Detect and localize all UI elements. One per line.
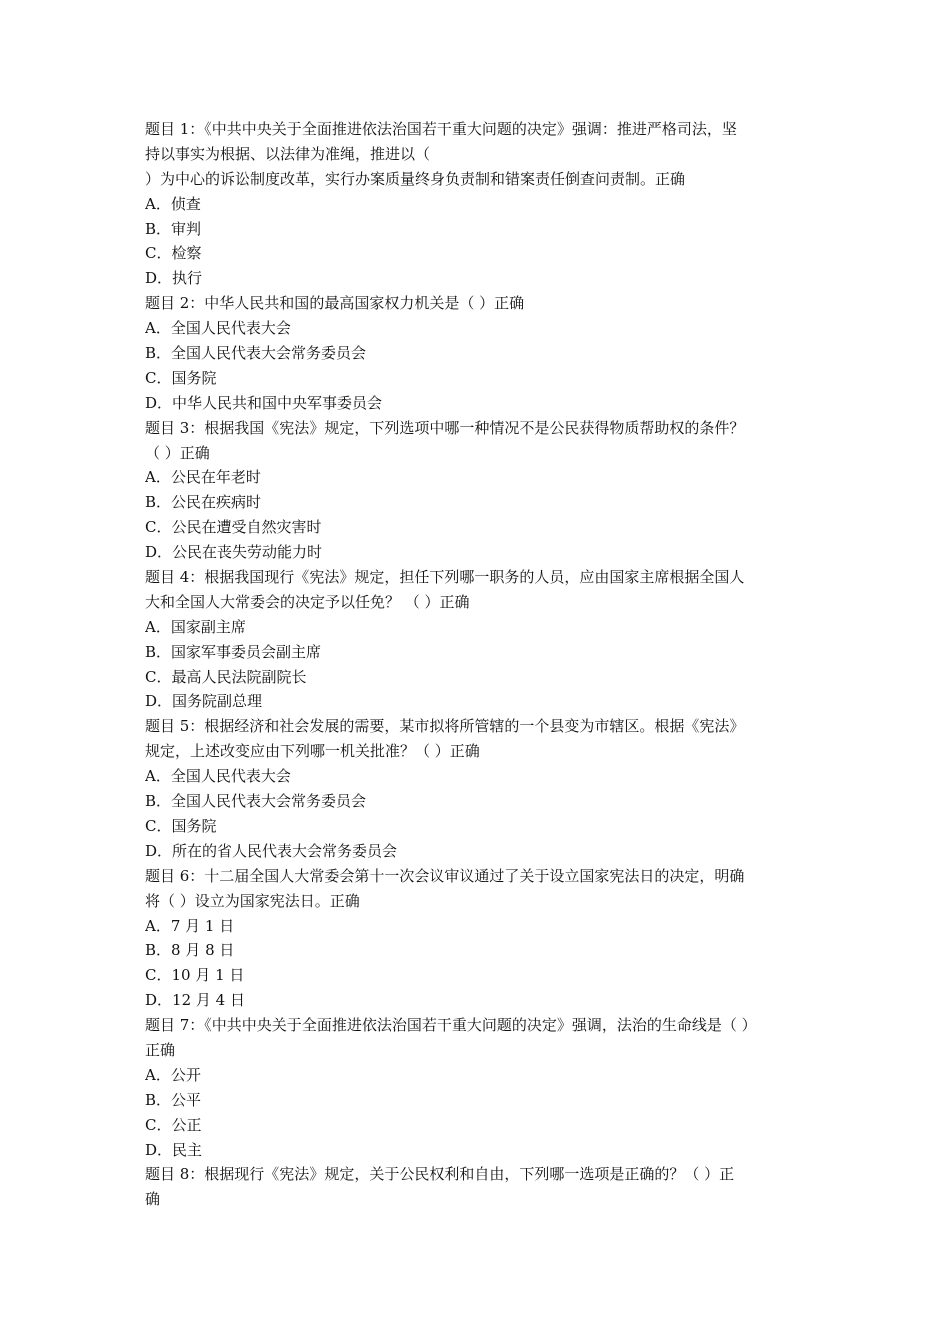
q3-option-d: D．公民在丧失劳动能力时 bbox=[145, 543, 323, 562]
q3-stem-line-1: 题目 3：根据我国《宪法》规定，下列选项中哪一种情况不是公民获得物质帮助权的条件？ bbox=[145, 418, 745, 437]
q6-stem-line-1: 题目 6：十二届全国人大常委会第十一次会议审议通过了关于设立国家宪法日的决定，明确 bbox=[145, 866, 745, 885]
q2-stem-line-1: 题目 2：中华人民共和国的最高国家权力机关是（ ）正确 bbox=[145, 294, 525, 313]
q1-stem-line-1: 题目 1：《中共中央关于全面推进依法治国若干重大问题的决定》强调：推进严格司法，坚 bbox=[145, 120, 737, 138]
q5-option-d: D．所在的省人民代表大会常务委员会 bbox=[145, 841, 398, 860]
q7-stem-line-1: 题目 7：《中共中央关于全面推进依法治国若干重大问题的决定》强调，法治的生命线是（ ） bbox=[145, 1016, 757, 1035]
q4-option-c: C．最高人民法院副院长 bbox=[145, 667, 307, 686]
q1-option-d: D．执行 bbox=[145, 269, 203, 288]
q4-stem-line-2: 大和全国人大常委会的决定予以任免？ （ ）正确 bbox=[145, 592, 470, 611]
q2-option-d: D．中华人民共和国中央军事委员会 bbox=[145, 393, 383, 412]
q6-option-c: C．10 月 1 日 bbox=[145, 966, 245, 985]
q5-stem-line-2: 规定，上述改变应由下列哪一机关批准？（ ）正确 bbox=[145, 742, 480, 761]
q1-stem-line-3: ）为中心的诉讼制度改革，实行办案质量终身负责制和错案责任倒查问责制。正确 bbox=[145, 169, 686, 188]
q6-option-a: A．7 月 1 日 bbox=[145, 916, 235, 935]
q4-option-a: A．国家副主席 bbox=[145, 617, 246, 636]
q8-stem-line-2: 确 bbox=[145, 1190, 161, 1209]
q1-option-b: B．审判 bbox=[145, 219, 202, 238]
q6-option-d: D．12 月 4 日 bbox=[145, 991, 245, 1010]
q7-option-d: D．民主 bbox=[145, 1140, 203, 1159]
q7-option-b: B．公平 bbox=[145, 1090, 202, 1109]
q6-option-b: B．8 月 8 日 bbox=[145, 941, 235, 960]
q3-option-c: C．公民在遭受自然灾害时 bbox=[145, 518, 322, 537]
q4-option-d: D．国务院副总理 bbox=[145, 692, 263, 711]
q5-option-a: A．全国人民代表大会 bbox=[145, 767, 291, 786]
q8-stem-line-1: 题目 8：根据现行《宪法》规定，关于公民权利和自由，下列哪一选项是正确的？（ ）正 bbox=[145, 1165, 735, 1184]
q2-option-a: A．全国人民代表大会 bbox=[145, 319, 291, 338]
q7-stem-line-2: 正确 bbox=[145, 1040, 176, 1059]
q4-stem-line-1: 题目 4：根据我国现行《宪法》规定，担任下列哪一职务的人员，应由国家主席根据全国人 bbox=[145, 568, 745, 587]
q4-option-b: B．国家军事委员会副主席 bbox=[145, 642, 322, 661]
q7-option-a: A．公开 bbox=[145, 1065, 201, 1084]
q7-option-c: C．公正 bbox=[145, 1115, 202, 1134]
q1-option-c: C．检察 bbox=[145, 244, 202, 263]
q1-option-a: A．侦查 bbox=[145, 194, 201, 213]
q3-option-a: A．公民在年老时 bbox=[145, 468, 261, 487]
q5-option-c: C．国务院 bbox=[145, 816, 217, 835]
q3-stem-line-2: （ ）正确 bbox=[145, 443, 210, 462]
q1-stem-line-2: 持以事实为根据、以法律为准绳，推进以（ bbox=[145, 144, 431, 163]
document-body bbox=[145, 117, 810, 1212]
q2-option-c: C．国务院 bbox=[145, 368, 217, 387]
q3-option-b: B．公民在疾病时 bbox=[145, 493, 262, 512]
q2-option-b: B．全国人民代表大会常务委员会 bbox=[145, 344, 367, 363]
q5-option-b: B．全国人民代表大会常务委员会 bbox=[145, 792, 367, 811]
q6-stem-line-2: 将（ ）设立为国家宪法日。正确 bbox=[145, 891, 360, 910]
q5-stem-line-1: 题目 5：根据经济和社会发展的需要，某市拟将所管辖的一个县变为市辖区。根据《宪法》 bbox=[145, 717, 745, 736]
